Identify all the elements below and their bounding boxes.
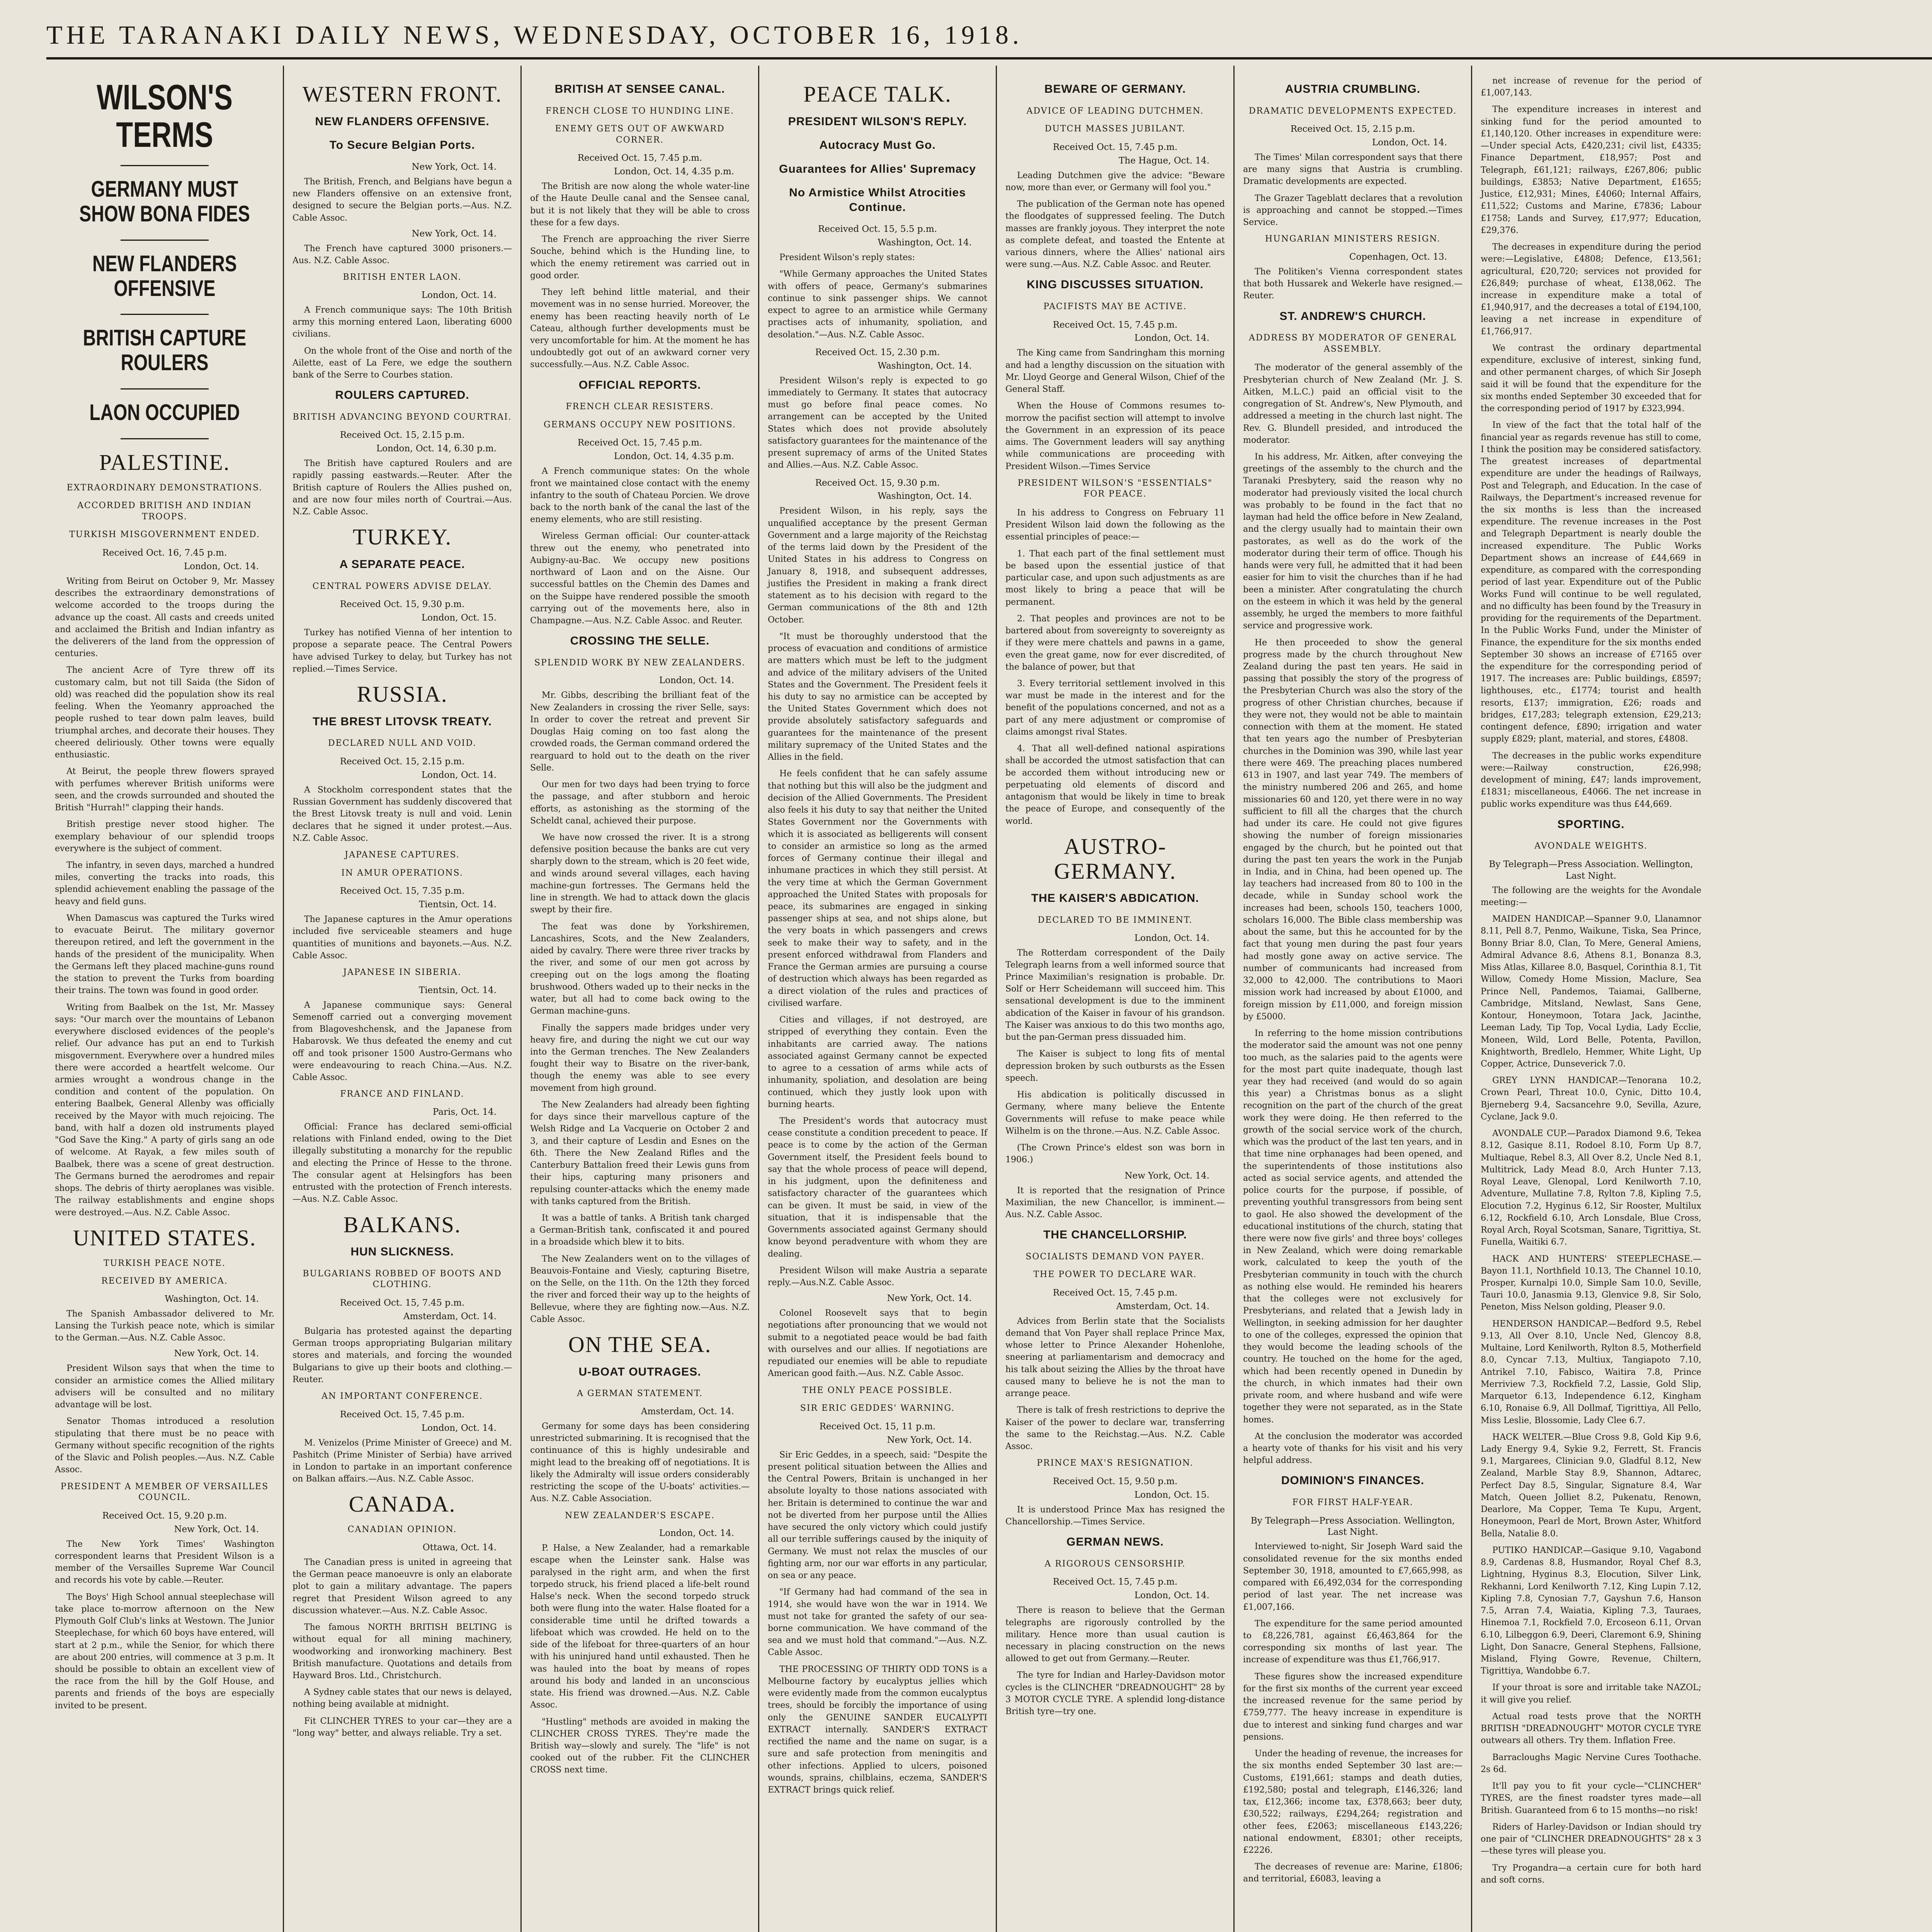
paragraph: Colonel Roosevelt says that to begin negotiations after pronouncing that we would not submit to a negotiated peace would be bad faith with ourselves and our allies. If negotiations are repudiated our enemies will be able to repudiate American good faith.—Aus. N.Z. Cable Assoc. bbox=[768, 1308, 987, 1379]
dateline: Amsterdam, Oct. 14. bbox=[641, 1406, 734, 1417]
headline-flanders: NEW FLANDERS OFFENSIVE bbox=[92, 251, 237, 301]
subhead: NEW ZEALANDER'S ESCAPE. bbox=[565, 1510, 715, 1520]
headline-germany: GERMANY MUST SHOW BONA FIDES bbox=[79, 177, 250, 226]
paragraph: The President's words that autocracy must cease constitute a condition precedent to peace. If peace is to come by the action of the German Government itself, the President feels bound to say that the whole process of peace will depend, in his judgment, upon the definiteness and satisfactory character of the guarantees which can be given. It must be said, in view of the situation, that it is indispensable that the Governments associated against Germany should know beyond peradventure with whom they are dealing. bbox=[768, 1116, 987, 1259]
paragraph: The decreases in expenditure during the period were:—Legislative, £4808; Defence, £13,561; agricultural, £20,720; services not provided for £26,849; purchase of wheat, £138,062. The increase in expenditure make a total of £1,940,917, and the decreases a total of £194,100, leaving a net increase in expenditure of £1,766,917. bbox=[1481, 242, 1701, 337]
received-line: Received Oct. 15, 7.45 p.m. bbox=[577, 438, 702, 448]
subhead: AUSTRIA CRUMBLING. bbox=[1285, 83, 1421, 95]
section-title: ON THE SEA. bbox=[568, 1332, 712, 1357]
paragraph: The British are now along the whole water-line of the Haute Deulle canal and the Sensee canal, but it is not likely that they will be able to cross these for a few days. bbox=[530, 182, 750, 228]
paragraph: The famous NORTH BRITISH BELTING is without equal for all mining machinery, woodworking and ironworking machinery. Best British manufacture. Quotations and details from Hayward Bros. Ltd., Christchurch. bbox=[293, 1622, 512, 1680]
subhead: ST. ANDREW'S CHURCH. bbox=[1279, 310, 1426, 323]
paragraph: MAIDEN HANDICAP.—Spanner 9.0, Llanamnor 8.11, Pell 8.7, Penmo, Waikune, Tiska, Sea Prince, Bonny Briar 8.0, Clan, To Mere, General Amiens, Admiral Advance 8.6, Athens 8.1, Bonanza 8.3, Miss Atlas, Killaree 8.0, Basquel, Corinthia 8.1, Tit Willow, Comedy Home Mission, Maclure, Sea Prince Nell, Pandemos, Taiamai, Gallberne, Cambridge, Mitsland, Newlast, Sans Gene, Kontour, Honeymoon, Totara Jack, Jacinthe, Leeman Lady, Tip Top, Vocal Lydia, Lady Ecclie, Moneen, Wild, Lord Belle, Potenta, Pavillon, Knightworth, Bredlelo, Hemmer, White Light, Up Copper, Actrice, Dunseverick 7.0. bbox=[1481, 914, 1701, 1069]
subhead: AVONDALE WEIGHTS. bbox=[1534, 841, 1648, 851]
dateline: New York, Oct. 14. bbox=[174, 1524, 259, 1534]
subhead: JAPANESE IN SIBERIA. bbox=[343, 968, 461, 978]
divider bbox=[121, 240, 208, 241]
dateline: New York, Oct. 14. bbox=[887, 1435, 972, 1445]
paragraph: The feat was done by Yorkshiremen, Lancashires, Scots, and the New Zealanders, aided by cavalry. There were three river tracks by the river, and some of our men got across by creeping out on the logs among the floating brushwood. Others waded up to their necks in the water, but all had to come back owing to the German machine-guns. bbox=[530, 922, 750, 1016]
paragraph: The Canadian press is united in agreeing that the German peace manoeuvre is only an elaborate plot to gain a military advantage. The papers regret that President Wilson agreed to any discussion whatever.—Aus. N.Z. Cable Assoc. bbox=[293, 1557, 512, 1616]
subhead: A RIGOROUS CENSORSHIP. bbox=[1044, 1559, 1186, 1569]
paragraph: Bulgaria has protested against the departing German troops appropriating Bulgarian military stores and materials, and forcing the wounded Bulgarians to give up their boots and clothing.—Reuter. bbox=[293, 1326, 512, 1384]
paragraph: The moderator of the general assembly of the Presbyterian church of New Zealand (Mr. J. S. Aitken, M.L.C.) paid an official visit to the congregation of St. Andrew's, New Plymouth, and addressed a meeting in the church last night. The Rev. G. Blundell presided, and introduced the moderator. bbox=[1243, 363, 1463, 445]
paragraph: "It must be thoroughly understood that the process of evacuation and conditions of armistice are matters which must be left to the judgment and advice of the military advisers of the United States and the Government. The President feels it his duty to say no armistice can be accepted by the United States Government which does not provide absolutely satisfactory safeguards and guarantees for the maintenance of the present military supremacy of the United States and the Allies in the field. bbox=[768, 631, 987, 762]
column-4 bbox=[759, 66, 997, 1932]
subhead: PRESIDENT WILSON'S REPLY. bbox=[788, 115, 967, 128]
headline-roulers: BRITISH CAPTURE ROULERS bbox=[83, 325, 247, 376]
paragraph: Turkey has notified Vienna of her intention to propose a separate peace. The Central Powers have advised Turkey to delay, but Turkey has not replied.—Times Service. bbox=[293, 628, 512, 674]
subhead: BULGARIANS ROBBED OF BOOTS AND CLOTHING. bbox=[303, 1269, 502, 1290]
dateline: Ottawa, Oct. 14. bbox=[422, 1542, 497, 1553]
dateline: Amsterdam, Oct. 14. bbox=[403, 1311, 497, 1321]
paragraph: The expenditure increases in interest and sinking fund for the period amounted to £1,140,120. Other increases in expenditure were:—Under special Acts, £420,231; civil list, £4335; Finance Department, £18,957; Post and Telegraph, £61,121; railways, £267,806; public buildings, £3853; Native Department, £1655; Justice, £12,931; Mines, £4060; Internal Affairs, £11,522; Customs and Marine, £7836; Labour £1758; Lands and Survey, £17,977; Education, £29,376. bbox=[1481, 105, 1701, 235]
dateline: By Telegraph—Press Association. Wellington, Last Night. bbox=[1250, 1515, 1455, 1537]
paragraph: President Wilson's reply states: bbox=[779, 253, 915, 263]
dateline: Washington, Oct. 14. bbox=[165, 1294, 259, 1304]
column-3 bbox=[522, 66, 759, 1932]
paragraph: Writing from Baalbek on the 1st, Mr. Massey says: "Our march over the mountains of Lebanon everywhere disclosed evidences of the people's relief. Our advance has put an end to Turkish misgovernment. Everywhere over a hundred miles there were accorded a heartfelt welcome. Our armies wrought a wondrous change in the condition and content of the population. On entering Baalbek, General Allenby was officially received by the Mayor with much rejoicing. The band, with half a dozen old instruments played "God Save the King." A party of girls sang an ode of welcome. At Rayak, a few miles south of Baalbek, there was a scene of great destruction. The Germans burned the aerodromes and repair shops. The debris of thirty aeroplanes was visible. The railway establishments and engine shops were destroyed.—Aus. N.Z. Cable Assoc. bbox=[55, 1002, 274, 1218]
paragraph: When the House of Commons resumes to-morrow the pacifist section will attempt to involve the Government in an expression of its peace aims. The Government leaders will say anything while communications are proceeding with President Wilson.—Times Service bbox=[1005, 401, 1225, 471]
paragraph: When Damascus was captured the Turks wired to evacuate Beirut. The military governor thereupon retired, and left the government in the hands of the president of the municipality. When the Germans left they placed machine-guns round the station to prevent the Turks from boarding their trains. The town was found in good order. bbox=[55, 913, 274, 996]
column-7 bbox=[1472, 66, 1710, 1932]
dateline: Washington, Oct. 14. bbox=[878, 361, 972, 371]
column-6 bbox=[1235, 66, 1472, 1932]
paragraph: President Wilson says that when the time to consider an armistice comes the Allied military advisers will be consulted and no military advantage will be lost. bbox=[55, 1364, 274, 1410]
paragraph: The Times' Milan correspondent says that there are many signs that Austria is crumbling. Dramatic developments are expected. bbox=[1243, 152, 1463, 187]
paragraph: On the whole front of the Oise and north of the Ailette, east of La Fere, we edge the southern bank of the Serre to Courbes station. bbox=[293, 346, 512, 380]
paragraph: It'll pay you to fit your cycle—"CLINCHER" TYRES, are the finest roadster tyres made—all British. Guaranteed from 6 to 15 months—no risk! bbox=[1481, 1781, 1701, 1815]
paragraph: In referring to the home mission contributions the moderator said the amount was not one penny too much, as the salaries paid to the agents were for the most part quite inadequate, though last year they had received (and would do so again this year) a Christmas bonus as a slight recognition on the part of the church of the great work they were doing. He then referred to the growth of the social service work of the church, which was the product of the last ten years, and in that time nine orphanages had been opened, and the superintendents of those institutions also acted as social service agents, and attended the police courts for the purpose, if possible, of preventing youthful transgressors from being sent to gaol. He also showed the development of the educational institutions of the church, stating that there were now five girls' and three boys' colleges in New Zealand, which were doing remarkable work, calculated to keep the youth of the Presbyterian community in touch with the church as nothing else would. He reminded his hearers that the colleges were not exclusively for Presbyterians, and related that a Jewish lady in Wellington, in seeking admission for her daughter to one of the colleges, expressed the opinion that they would become the leading schools of the country. He touched on the home for the aged, which had been recently opened in Dunedin by the church, in which inmates had their own private room, and where husband and wife were together they were not separated, as in the State homes. bbox=[1243, 1029, 1463, 1425]
subhead: BEWARE OF GERMANY. bbox=[1044, 83, 1186, 95]
subhead: SPLENDID WORK BY NEW ZEALANDERS. bbox=[534, 658, 746, 668]
received-line: Received Oct. 15, 7.35 p.m. bbox=[340, 886, 465, 896]
subhead: GERMANS OCCUPY NEW POSITIONS. bbox=[544, 420, 736, 430]
subhead: To Secure Belgian Ports. bbox=[329, 139, 475, 152]
paragraph: 4. That all well-defined national aspirations shall be accorded the utmost satisfaction that can be accorded them without introducing new or perpetuating old elements of discord and antagonism that would be likely in time to break the peace of Europe, and consequently of the world. bbox=[1005, 744, 1225, 826]
divider bbox=[121, 165, 208, 166]
paragraph: Sir Eric Geddes, in a speech, said: "Despite the present political situation between the Allies and the Central Powers, Britain is unchanged in her absolute loyalty to those nations associated with her. Britain is determined to continue the war and not be diverted from her purpose until the Allies have secured the only victory which could justify all our terrible sufferings caused by the iniquity of Germany. We must not relax the muscles of our fighting arm, nor our war efforts in any particular, on sea or any peace. bbox=[768, 1450, 987, 1581]
paragraph: In view of the fact that the total half of the financial year as regards revenue has still to come, I think the position may be considered satisfactory. The greatest increases of departmental expenditure are under the headings of Railways, Post and Telegraph, and Education. In the case of Railways, the Department's increased revenue for the six months is less than the increased expenditure. The revenue increases in the Post and Telegraph Department is nearly double the increased expenditure. The Public Works Department shows an increase of £44,669 in expenditure, as compared with the corresponding period of last year. Expenditure out of the Public Works Fund will continue to be well regulated, and no difficulty has been found by the Treasury in providing for the requirements of the Department. In the Public Works Fund, under the Minister of Finance, the expenditure for the six months ended September 30 shows an increase of £7165 over the expenditure for the corresponding period of 1917. The increases are: Public buildings, £8597; lighthouses, etc., £1774; tourist and health resorts, £137; immigration, £26; roads and bridges, £17,283; telegraph extension, £29,213; contingent defence, £890; irrigation and water supply £829; plant, material, and stores, £4808. bbox=[1481, 420, 1701, 744]
dateline: London, Oct. 14. bbox=[421, 1423, 497, 1433]
paragraph: There is reason to believe that the German telegraphs are rigorously controlled by the military. Hence more than usual caution is necessary in placing construction on the news allowed to get out from Germany.—Reuter. bbox=[1005, 1605, 1225, 1664]
received-line: Received Oct. 15, 7.45 p.m. bbox=[340, 1409, 465, 1420]
paragraph: A Stockholm correspondent states that the Russian Government has suddenly discovered that the Brest Litovsk treaty is null and void. Lenin declares that he signed it under protest.—Aus. N.Z. Cable Assoc. bbox=[293, 785, 512, 843]
subhead: SPORTING. bbox=[1557, 818, 1625, 831]
paragraph: Our men for two days had been trying to force the passage, and after stubborn and heroic efforts, as astonishing as the storming of the Scheldt canal, achieved their purpose. bbox=[530, 780, 750, 826]
paragraph: 2. That peoples and provinces are not to be bartered about from sovereignty to sovereignty as if they were mere chattels and pawns in a game, even the great game, now for ever discredited, of the balance of power, but that bbox=[1005, 614, 1225, 672]
paragraph: The Politiken's Vienna correspondent states that both Hussarek and Wekerle have resigned.—Reuter. bbox=[1243, 267, 1463, 301]
received-line: Received Oct. 15, 9.20 p.m. bbox=[102, 1510, 227, 1521]
paragraph: The British, French, and Belgians have begun a new Flanders offensive on an extensive front, designed to secure the Belgian ports.—Aus. N.Z. Cable Assoc. bbox=[293, 177, 512, 223]
dateline: London, Oct. 14. bbox=[1134, 1590, 1209, 1601]
dateline: London, Oct. 14. bbox=[421, 770, 497, 780]
paragraph: A Sydney cable states that our news is delayed, nothing being available at midnight. bbox=[293, 1687, 512, 1709]
paragraph: He then proceeded to show the general progress made by the church throughout New Zealand during the past ten years. He said in passing that possibly the story of the progress of the Presbyterian Church was also the story of the progress of other Christian churches, because if they were not, they would not be able to maintain connection with them at the moment. He stated that ten years ago the number of Presbyterian churches in the Dominion was 390, while last year there were 469. The preaching places numbered 613 in 1907, and last year 749. The members of the ministry numbered 206 and 265, and home missionaries 60 and 120, yet there were in no way sufficient to fill all the charges that the church had under its care. He could not give figures showing the number of foreign missionaries engaged by the church, but he pointed out that during the past ten years the work in the Punjab in India, and in China, had been opened up. The lay teachers had increased from 80 to 100 in the decade, while in Sunday school work the increases had been, schools 150, teachers 1000, scholars 16,000. The Bible class membership was about the same, but this he accounted for by the fact that young men during the past four years had mostly gone away on active service. The number of communicants had increased from 32,000 to 42,000. The contributions to Maori mission work had increased by about £1000, and foreign mission by £11,000, and foreign mission by £5000. bbox=[1243, 638, 1463, 1022]
received-line: Received Oct. 16, 7.45 p.m. bbox=[102, 548, 227, 558]
paragraph: The ancient Acre of Tyre threw off its customary calm, but not till Saida (the Sidon of old) was reached did the population show its real feeling. When the Yeomanry approached the people rushed to tear down palm leaves, build triumphal arches, and decorate their houses. They cheered deliriously. Other towns were equally enthusiastic. bbox=[55, 665, 274, 760]
paragraph: His abdication is politically discussed in Germany, where many believe the Entente Governments will refuse to make peace while Wilhelm is on the throne.—Aus. N.Z. Cable Assoc. bbox=[1005, 1090, 1225, 1136]
subhead: PACIFISTS MAY BE ACTIVE. bbox=[1043, 301, 1187, 311]
dateline: New York, Oct. 14. bbox=[412, 162, 497, 172]
section-title: AUSTRO-GERMANY. bbox=[1054, 833, 1177, 884]
subhead: CENTRAL POWERS ADVISE DELAY. bbox=[312, 581, 492, 591]
subhead: FRANCE AND FINLAND. bbox=[340, 1089, 464, 1099]
headline-wilson: WILSON'S TERMS bbox=[97, 78, 233, 155]
received-line: Received Oct. 15, 2.15 p.m. bbox=[340, 756, 465, 767]
subhead: DRAMATIC DEVELOPMENTS EXPECTED. bbox=[1248, 106, 1457, 116]
paragraph: If your throat is sore and irritable take NAZOL; it will give you relief. bbox=[1481, 1683, 1701, 1705]
subhead: JAPANESE CAPTURES. bbox=[345, 850, 460, 860]
received-line: Received Oct. 15, 9.50 p.m. bbox=[1053, 1476, 1178, 1486]
paragraph: It is understood Prince Max has resigned the Chancellorship.—Times Service. bbox=[1005, 1505, 1225, 1527]
paragraph: Leading Dutchmen give the advice: "Beware now, more than ever, or Germany will fool you." bbox=[1005, 170, 1225, 192]
dateline: London, Oct. 14, 4.35 p.m. bbox=[614, 451, 734, 462]
dateline: London, Oct. 15. bbox=[421, 613, 497, 623]
subhead: PRESIDENT WILSON'S "ESSENTIALS" FOR PEACE. bbox=[1017, 478, 1213, 499]
dateline: London, Oct. 14. bbox=[184, 561, 259, 571]
dateline: Tientsin, Oct. 14. bbox=[418, 985, 497, 995]
dateline: Washington, Oct. 14. bbox=[878, 238, 972, 248]
dateline: London, Oct. 14. bbox=[659, 1528, 734, 1539]
received-line: Received Oct. 15, 7.45 p.m. bbox=[1053, 320, 1178, 330]
subhead: THE ONLY PEACE POSSIBLE. bbox=[802, 1385, 953, 1395]
paragraph: The expenditure for the same period amounted to £8,226,781, against £6,463,864 for the corresponding six months of last year. The increase of expenditure was thus £1,766,917. bbox=[1243, 1619, 1463, 1665]
received-line: Received Oct. 15, 7.45 p.m. bbox=[340, 1298, 465, 1308]
subhead: No Armistice Whilst Atrocities Continue. bbox=[789, 186, 966, 214]
paragraph: The Spanish Ambassador delivered to Mr. Lansing the Turkish peace note, which is similar to the German.—Aus. N.Z. Cable Assoc. bbox=[55, 1309, 274, 1343]
section-title: PEACE TALK. bbox=[803, 82, 952, 107]
dateline: London, Oct. 14. bbox=[421, 290, 497, 300]
subhead: Guarantees for Allies' Supremacy bbox=[779, 162, 976, 175]
subhead: CROSSING THE SELLE. bbox=[570, 634, 710, 648]
paragraph: A French communique says: The 10th British army this morning entered Laon, liberating 6000 civilians. bbox=[293, 305, 512, 339]
section-title: TURKEY. bbox=[352, 524, 452, 550]
subhead: OFFICIAL REPORTS. bbox=[578, 378, 701, 391]
paragraph: The Rotterdam correspondent of the Daily Telegraph learns from a well informed source that Prince Maximilian's resignation is probable. Dr. Solf or Herr Scheidemann will succeed him. This sensational development is due to the imminent abdication of the Kaiser in favour of his grandson. The Kaiser was anxious to do this two months ago, but the pan-German press dissuaded him. bbox=[1005, 948, 1225, 1043]
section-title: UNITED STATES. bbox=[73, 1225, 257, 1250]
paragraph: These figures show the increased expenditure for the first six months of the current year exceed the increased revenue for the same period by £759,777. The heavy increase in expenditure is due to interest and sinking fund charges and war pensions. bbox=[1243, 1672, 1463, 1742]
paragraph: The Japanese captures in the Amur operations included five serviceable steamers and huge quantities of munitions and bayonets.—Aus. N.Z. Cable Assoc. bbox=[293, 915, 512, 961]
dateline: Paris, Oct. 14. bbox=[432, 1107, 497, 1117]
subhead: IN AMUR OPERATIONS. bbox=[341, 868, 463, 878]
paragraph: President Wilson will make Austria a separate reply.—Aus.N.Z. Cable Assoc. bbox=[768, 1265, 987, 1288]
paragraph: THE PROCESSING OF THIRTY ODD TONS is a Melbourne factory by eucalyptus jellies which were evidently made from the common eucalyptus trees, should be forcibly the importance of using only the GENUINE SANDER EUCALYPTI EXTRACT internally. SANDER'S EXTRACT rectified the name and the name on sugar, is a sure and safe protection from meningitis and other infections. Applied to ulcers, poisoned wounds, sprains, chilblains, eczema, SANDER'S EXTRACT brings quick relief. bbox=[768, 1664, 987, 1795]
subhead: U-BOAT OUTRAGES. bbox=[578, 1365, 701, 1378]
received-line: Received Oct. 15, 5.5 p.m. bbox=[818, 224, 937, 235]
subhead: FOR FIRST HALF-YEAR. bbox=[1292, 1497, 1413, 1507]
subhead: HUN SLICKNESS. bbox=[350, 1245, 454, 1259]
subhead: BRITISH ADVANCING BEYOND COURTRAI. bbox=[293, 412, 512, 422]
paragraph: The tyre for Indian and Harley-Davidson motor cycles is the CLINCHER "DREADNOUGHT" 28 by 3 MOTOR CYCLE TYRE. A splendid long-distance British tyre—try one. bbox=[1005, 1670, 1225, 1717]
subhead: HUNGARIAN MINISTERS RESIGN. bbox=[1265, 234, 1441, 244]
divider bbox=[121, 388, 208, 389]
paragraph: AVONDALE CUP.—Paradox Diamond 9.6, Tekea 8.12, Gasique 8.11, Rodoel 8.10, Form Up 8.7, Multiaque, Rebel 8.3, All Over 8.2, Uncle Ned 8.1, Multitrick, Lady Mead 8.0, Arch Hunter 7.13, Royal Leave, Glenopal, Lord Kenilworth 7.10, Adventure, Mullatine 7.8, Rylton 7.8, Kipling 7.5, Elocution 7.2, Hyginus 6.12, Sir Rooster, Multilux 6.12, Rockfield 6.10, Arch Lonsdale, Blue Cross, Royal Arch, Royal Scotsman, Sanare, Tigrittiya, St. Funella, Waitiki 6.7. bbox=[1481, 1129, 1701, 1247]
received-line: Received Oct. 15, 2.30 p.m. bbox=[815, 347, 940, 357]
paragraph: The Kaiser is subject to long fits of mental depression broken by such outbursts as the Essen speech. bbox=[1005, 1049, 1225, 1083]
paragraph: 1. That each part of the final settlement must be based upon the essential justice of that particular case, and upon such adjustments as are most likely to bring a peace that will be permanent. bbox=[1005, 549, 1225, 607]
paragraph: In his address to Congress on February 11 President Wilson laid down the following as the essential principles of peace:— bbox=[1005, 508, 1225, 542]
paragraph: "Hustling" methods are avoided in making the CLINCHER CROSS TYRES. They're made the British way—slowly and surely. The "life" is not cooked out of the rubber. Fit the CLINCHER CROSS next time. bbox=[530, 1717, 750, 1775]
paragraph: Germany for some days has been considering unrestricted submarining. It is recognised that the continuance of this is highly undesirable and might lead to the breaking off of negotiations. It is likely the Admiralty will issue orders considerably restricting the scope of the U-boats' activities.—Aus. N.Z. Cable Association. bbox=[530, 1422, 750, 1504]
received-line: Received Oct. 15, 2.15 p.m. bbox=[1290, 124, 1415, 134]
subhead: DECLARED NULL AND VOID. bbox=[328, 738, 477, 748]
subhead: SIR ERIC GEDDES' WARNING. bbox=[800, 1403, 955, 1413]
subhead: A GERMAN STATEMENT. bbox=[577, 1389, 703, 1399]
paragraph: Advices from Berlin state that the Socialists demand that Von Payer shall replace Prince Max, whose letter to Prince Alexander Hohenlohe, sneering at parliamentarism and democracy and his talk about seizing the Allies by the throat have caused many to believe he is not the man to arrange peace. bbox=[1005, 1316, 1225, 1399]
paragraph: In his address, Mr. Aitken, after conveying the greetings of the assembly to the church and the Taranaki Presbytery, said the reason why no moderator had previously visited the local church was probably to be found in the fact that no layman had held the office before in New Zealand, and the clergy usually had to maintain their own pastorates, as well as do the work of the moderator during their term of office. Though his hands were very full, he admitted that it had been easier for him to visit the churches than if he had been a minister. After congratulating the church on the esteem in which it was held by the general assembly, he urged the members to more faithful service and progressive work. bbox=[1243, 452, 1463, 631]
dateline: London, Oct. 14, 6.30 p.m. bbox=[376, 444, 497, 454]
dateline: Washington, Oct. 14. bbox=[878, 491, 972, 502]
paragraph: HACK AND HUNTERS' STEEPLECHASE.—Bayon 11.1, Northfield 10.13, The Channel 10.10, Prosper, Kurnalpi 10.0, Simple Sam 10.0, Seville, Tauri 10.0, Janasmia 9.13, Glenvice 9.8, Sir Solo, Peneton, Miss Nelson golding, Pleaser 9.0. bbox=[1481, 1254, 1701, 1312]
paragraph: Actual road tests prove that the NORTH BRITISH "DREADNOUGHT" MOTOR CYCLE TYRE outwears all others. Try them. Inflation Free. bbox=[1481, 1711, 1701, 1746]
received-line: Received Oct. 15, 7.45 p.m. bbox=[1053, 142, 1178, 152]
masthead bbox=[46, 13, 1932, 60]
paragraph: The New Zealanders had already been fighting for days since their marvellous capture of the Welsh Ridge and La Vacquerie on October 2 and 3, and their capture of Lesdin and Esnes on the 6th. There the New Zealand Rifles and the Canterbury Battalion freed their Lewis guns from their hips, capturing many prisoners and repulsing counter-attacks which the enemy made with tanks captured from the British. bbox=[530, 1100, 750, 1206]
subhead: ADDRESS BY MODERATOR OF GENERAL ASSEMBLY. bbox=[1249, 333, 1457, 354]
section-title: PALESTINE. bbox=[99, 449, 230, 475]
column-5 bbox=[997, 66, 1235, 1932]
paragraph: President Wilson, in his reply, says the unqualified acceptance by the present German Government and a large majority of the Reichstag of the terms laid down by the President of the United States in his address to Congress on January 8, 1918, and subsequent addresses, justifies the President in making a frank direct statement as to his decision with regard to the German communications of the 8th and 12th October. bbox=[768, 506, 987, 625]
section-title: BALKANS. bbox=[343, 1212, 461, 1237]
paragraph: Finally the sappers made bridges under very heavy fire, and during the night we cut our way into the German trenches. The New Zealanders fought their way to Bisatre on the river-bank, though the enemy was able to see every movement from high ground. bbox=[530, 1023, 750, 1093]
received-line: Received Oct. 15, 11 p.m. bbox=[819, 1421, 936, 1432]
subhead: TURKISH PEACE NOTE. bbox=[104, 1258, 226, 1268]
paragraph: The New York Times' Washington correspondent learns that President Wilson is a member of the Versailles Supreme War Council and records his vote by cable.—Reuter. bbox=[55, 1539, 274, 1585]
subhead: SOCIALISTS DEMAND VON PAYER. bbox=[1026, 1252, 1205, 1262]
subhead: THE CHANCELLORSHIP. bbox=[1043, 1228, 1187, 1242]
paragraph: (The Crown Prince's eldest son was born in 1906.) bbox=[1005, 1143, 1225, 1165]
paragraph: A French communique states: On the whole front we maintained close contact with the enemy infantry to the south of Chateau Porcien. We drove back to the north bank of the canal the last of the enemy elements, who are still resisting. bbox=[530, 466, 750, 525]
paragraph: Mr. Gibbs, describing the brilliant feat of the New Zealanders in crossing the river Selle, says: In order to cover the retreat and prevent Sir Douglas Haig coming on too fast along the crowded roads, the German command ordered the rearguard to hold out to the death on the river Selle. bbox=[530, 690, 750, 773]
paragraph: There is talk of fresh restrictions to deprive the Kaiser of the power to declare war, transferring the same to the Reichstag.—Aus. N.Z. Cable Assoc. bbox=[1005, 1405, 1225, 1452]
subhead: FRENCH CLEAR RESISTERS. bbox=[566, 402, 714, 412]
subhead: EXTRAORDINARY DEMONSTRATIONS. bbox=[66, 483, 263, 493]
subhead: PRESIDENT A MEMBER OF VERSAILLES COUNCIL. bbox=[60, 1481, 269, 1503]
paragraph: "If Germany had had command of the sea in 1914, she would have won the war in 1914. We must not take for granted the safety of our sea-borne communication. We have command of the sea and we must hold that command."—Aus. N.Z. Cable Assoc. bbox=[768, 1587, 987, 1658]
section-title: RUSSIA. bbox=[357, 682, 448, 707]
paragraph: The publication of the German note has opened the floodgates of suppressed feeling. The Dutch masses are frankly joyous. They interpret the note as complete defeat, and toasted the Entente at various dinners, where the Allies' national airs were sung.—Aus. N.Z. Cable Assoc. and Reuter. bbox=[1005, 199, 1225, 270]
paragraph: At Beirut, the people threw flowers sprayed with perfumes wherever British uniforms were seen, and the crowds surrounded and shouted the British "Hurrah!" clapping their hands. bbox=[55, 767, 274, 813]
paragraph: It was a battle of tanks. A British tank charged a German-British tank, confiscated it and poured in a broadside which blew it to bits. bbox=[530, 1213, 750, 1247]
paragraph: "While Germany approaches the United States with offers of peace, Germany's submarines continue to sink passenger ships. We cannot expect to agree to an armistice while Germany practises acts of inhumanity, spoliation, and desolation."—Aus. N.Z. Cable Assoc. bbox=[768, 269, 987, 340]
paragraph: net increase of revenue for the period of £1,007,143. bbox=[1481, 76, 1701, 98]
subhead: A SEPARATE PEACE. bbox=[339, 558, 465, 571]
subhead: ENEMY GETS OUT OF AWKWARD CORNER. bbox=[555, 124, 725, 145]
paragraph: M. Venizelos (Prime Minister of Greece) and M. Pashitch (Prime Minister of Serbia) have arrived in London to partake in an important conference on Balkan affairs.—Aus. N.Z. Cable Assoc. bbox=[293, 1438, 512, 1484]
received-line: Received Oct. 15, 9.30 p.m. bbox=[815, 478, 940, 488]
subhead: THE POWER TO DECLARE WAR. bbox=[1033, 1270, 1197, 1280]
received-line: Received Oct. 15, 7.45 p.m. bbox=[1053, 1287, 1178, 1298]
subhead: TURKISH MISGOVERNMENT ENDED. bbox=[69, 530, 260, 540]
dateline: Tientsin, Oct. 14. bbox=[418, 900, 497, 910]
paragraph: Fit CLINCHER TYRES to your car—they are a "long way" better, and always reliable. Try a set. bbox=[293, 1716, 512, 1738]
paragraph: The New Zealanders went on to the villages of Beauvois-Fontaine and Viesly, capturing Bisetre, on the Selle, on the 11th. On the 12th they forced the river and forced their way up to the heights of Bellevue, where they are fighting now.—Aus. N.Z. Cable Assoc. bbox=[530, 1254, 750, 1324]
subhead: DOMINION'S FINANCES. bbox=[1281, 1474, 1425, 1487]
dateline: London, Oct. 14. bbox=[1134, 933, 1209, 943]
subhead: THE KAISER'S ABDICATION. bbox=[1031, 892, 1199, 905]
subhead: CANADIAN OPINION. bbox=[347, 1525, 457, 1535]
paragraph: The infantry, in seven days, marched a hundred miles, converting the tracks into roads, this splendid achievement enabling the passage of the heavy and field guns. bbox=[55, 860, 274, 906]
subhead: ROULERS CAPTURED. bbox=[335, 389, 469, 402]
paragraph: The King came from Sandringham this morning and had a lengthy discussion on the situation with Mr. Lloyd George and General Wilson, Chief of the General Staff. bbox=[1005, 348, 1225, 395]
dateline: New York, Oct. 14. bbox=[1124, 1170, 1209, 1181]
subhead: DUTCH MASSES JUBILANT. bbox=[1044, 124, 1186, 134]
paragraph: The Grazer Tageblatt declares that a revolution is approaching and cannot be stopped.—Times Service. bbox=[1243, 193, 1463, 228]
dateline: Copenhagen, Oct. 13. bbox=[1349, 252, 1447, 262]
subhead: THE BREST LITOVSK TREATY. bbox=[313, 715, 492, 728]
subhead: BRITISH ENTER LAON. bbox=[343, 272, 462, 282]
paragraph: Try Progandra—a certain cure for both hard and soft corns. bbox=[1481, 1863, 1701, 1885]
paragraph: GREY LYNN HANDICAP.—Tenorana 10.2, Crown Pearl, Threat 10.0, Cynic, Ditto 10.4, Bjerneberg 9.4, Sacsancehre 9.0, Sevilla, Azure, Cyclane, Jack 9.0. bbox=[1481, 1076, 1701, 1122]
dateline: London, Oct. 15. bbox=[1134, 1490, 1209, 1500]
paragraph: Wireless German official: Our counter-attack threw out the enemy, who penetrated into Aubigny-au-Bac. We occupy new positions northward of Laon and on the Aisne. Our successful battles on the Chemin des Dames and on the Suippe have rendered possible the smooth carrying out of the movements here, also in Champagne.—Aus. N.Z. Cable Assoc. and Reuter. bbox=[530, 531, 750, 626]
columns bbox=[46, 66, 1932, 1932]
paragraph: The decreases in the public works expenditure were:—Railway construction, £26,998; development of mining, £47; lands improvement, £1831; miscellaneous, £4066. The net increase in public works expenditure was thus £44,669. bbox=[1481, 751, 1701, 809]
paragraph: The British have captured Roulers and are rapidly passing eastwards.—Reuter. After the British capture of Roulers the Allies pushed on, and are now four miles north of Courtrai.—Aus. N.Z. Cable Assoc. bbox=[293, 459, 512, 517]
paragraph: British prestige never stood higher. The exemplary behaviour of our splendid troops everywhere is the subject of comment. bbox=[55, 820, 274, 854]
paragraph: Cities and villages, if not destroyed, are stripped of everything they contain. Even the inhabitants are carried away. The nations associated against Germany cannot be expected to agree to a cessation of arms while acts of inhumanity, spoliation, and desolation are being continued, which they justly look upon with burning hearts. bbox=[768, 1015, 987, 1109]
column-2 bbox=[284, 66, 522, 1932]
paragraph: The French are approaching the river Sierre Souche, behind which is the Hunding line, to which the enemy retirement was carried out in good order. bbox=[530, 235, 750, 281]
paragraph: HENDERSON HANDICAP.—Bedford 9.5, Rebel 9.13, All Over 8.10, Uncle Ned, Glencoy 8.8, Multaine, Lord Kenilworth, Rylton 8.5, Motherfield 8.0, Cyncar 7.13, Multiux, Tangiapoto 7.10, Antrikel 7.10, Fabisco, Waitira 7.8, Prince Merriview 7.3, Rockfield 7.2, Lassie, Gold Slip, Marquetor 6.13, Independence 6.12, Kingham 6.10, Ronaise 6.9, All Dollmaf, Tigrittiya, All Pello, Miss Leslie, Blossomie, Lady Clee 6.7. bbox=[1481, 1319, 1701, 1425]
column-1 bbox=[46, 66, 284, 1932]
paragraph: They left behind little material, and their movement was in no sense hurried. Moreover, the enemy has been reacting heavily north of Le Cateau, although further developments must be very uncomfortable for him. At the moment he has undoubtedly got out of an awkward corner very successfully.—Aus. N.Z. Cable Assoc. bbox=[530, 287, 750, 370]
paragraph: HACK WELTER.—Blue Cross 9.8, Gold Kip 9.6, Lady Energy 9.4, Sykie 9.2, Ferrett, St. Francis 9.1, Margarees, Clinician 9.0, Gladful 8.12, New Zealand, Marble Stay 8.9, Shannon, Adtarec, Perfect Day 8.5, Singular, Signature 8.4, War Match, Queen Jolliet 8.2, Pukenatu, Renown, Dearlore, Ma Copper, Tema Te Kupu, Argent, Honeymoon, Pearl de Mort, Brown Aster, Whitford Bella, Natalie 8.0. bbox=[1481, 1432, 1701, 1539]
dateline: Amsterdam, Oct. 14. bbox=[1116, 1301, 1209, 1311]
subhead: RECEIVED BY AMERICA. bbox=[101, 1276, 228, 1286]
section-title: WESTERN FRONT. bbox=[302, 82, 502, 107]
paragraph: The Boys' High School annual steeplechase will take place to-morrow afternoon on the New Plymouth Golf Club's links at Westown. The Junior Steeplechase, for which 60 boys have entered, will start at 2 p.m., while the Senior, for which there are about 200 entries, will commence at 3 p.m. It should be possible to obtain an excellent view of the race from the hill by the Golf House, and parents and friends of the boys are especially invited to be present. bbox=[55, 1592, 274, 1711]
paragraph: The decreases of revenue are: Marine, £1806; and territorial, £6083, leaving a bbox=[1243, 1862, 1463, 1884]
paragraph: Senator Thomas introduced a resolution stipulating that there must be no peace with Germany without specific recognition of the rights of the Slavic and Polish peoples.—Aus. N.Z. Cable Assoc. bbox=[55, 1417, 274, 1475]
paragraph: Riders of Harley-Davidson or Indian should try one pair of "CLINCHER DREADNOUGHTS" 28 x 3—these tyres will please you. bbox=[1481, 1822, 1701, 1856]
dateline: London, Oct. 14. bbox=[659, 675, 734, 686]
paragraph: A Japanese communique says: General Semenoff carried out a converging movement from Blagoveshchensk, and the Japanese from Habarovsk. We thus defeated the enemy and cut off and took prisoner 1500 Austro-Germans who were endeavouring to reach China.—Aus. N.Z. Cable Assoc. bbox=[293, 1000, 512, 1083]
divider bbox=[121, 314, 208, 315]
subhead: NEW FLANDERS OFFENSIVE. bbox=[315, 115, 490, 128]
paragraph: Under the heading of revenue, the increases for the six months ended September 30 last are:—Customs, £191,661; stamps and death duties, £192,580; postal and telegraph, £146,326; land tax, £12,366; income tax, £378,663; beer duty, £30,522; railways, £294,264; registration and other fees, £2063; miscellaneous £143,226; national endowment, £8301; other receipts, £2226. bbox=[1243, 1749, 1463, 1855]
paragraph: We have now crossed the river. It is a strong defensive position because the banks are cut very sharply down to the stream, which is 20 feet wide, and winds around several villages, each having machine-gun fortresses. The Germans held the line in strength. We had to attack down the glacis swept by their fire. bbox=[530, 832, 750, 915]
dateline: By Telegraph—Press Association. Wellington, Last Night. bbox=[1489, 859, 1693, 881]
subhead: BRITISH AT SENSEE CANAL. bbox=[554, 83, 725, 95]
paragraph: PUTIKO HANDICAP.—Gasique 9.10, Vagabond 8.9, Cardenas 8.8, Husmandor, Royal Chef 8.3, Lightning, Hyginus 8.3, Elocution, Silver Link, Rekhanni, Lord Kenilworth 7.12, King Lupin 7.12, Kipling 7.8, Cynosian 7.7, Gayshun 7.6, Hanson 7.5, Arran 7.4, Waiatia, Kipling 7.3, Tauraes, Hinemoa 7.1, Rockfield 7.0, Ercoseon 6.11, Orvan 6.10, Lilbeggon 6.9, Deeri, Claremont 6.9, Shining Light, Don Sanacre, General Stephens, Fallsione, Misland, Flying Gowre, Revenue, Chiltern, Tigrittiya, Wandobbe 6.7. bbox=[1481, 1545, 1701, 1676]
subhead: Autocracy Must Go. bbox=[819, 139, 936, 152]
dateline: The Hague, Oct. 14. bbox=[1119, 155, 1209, 166]
dateline: New York, Oct. 14. bbox=[887, 1293, 972, 1304]
divider bbox=[121, 438, 208, 439]
dateline: London, Oct. 14. bbox=[1372, 137, 1447, 148]
masthead-title: THE TARANAKI DAILY NEWS, WEDNESDAY, OCTOBER 16, 1918. bbox=[46, 20, 1023, 49]
dateline: New York, Oct. 14. bbox=[174, 1349, 259, 1359]
paragraph: The French have captured 3000 prisoners.—Aus. N.Z. Cable Assoc. bbox=[293, 243, 512, 265]
subhead: GERMAN NEWS. bbox=[1066, 1536, 1164, 1549]
section-title: CANADA. bbox=[349, 1492, 456, 1517]
received-line: Received Oct. 15, 7.45 p.m. bbox=[1053, 1577, 1178, 1587]
dateline: New York, Oct. 14. bbox=[412, 228, 497, 239]
subhead: PRINCE MAX'S RESIGNATION. bbox=[1037, 1458, 1194, 1468]
subhead: FRENCH CLOSE TO HUNDING LINE. bbox=[545, 106, 735, 116]
paragraph: Interviewed to-night, Sir Joseph Ward said the consolidated revenue for the six months ended September 30, 1918, amounted to £7,665,998, as compared with £6,492,034 for the corresponding period of last year. The net increase was £1,007,166. bbox=[1243, 1542, 1463, 1612]
subhead: AN IMPORTANT CONFERENCE. bbox=[321, 1391, 483, 1401]
paragraph: P. Halse, a New Zealander, had a remarkable escape when the Leinster sank. Halse was paralysed in the right arm, and when the first torpedo struck, his friend placed a life-belt round Halse's neck. When the second torpedo struck both were flung into the water. Halse floated for a considerable time until he drifted towards a lifeboat which was crowded. He held on to the side of the lifeboat for three-quarters of an hour with his uninjured hand until exhausted. Then he was hauled into the boat by means of ropes around his body and landed in an unconscious state. His friend was drowned.—Aus. N.Z. Cable Assoc. bbox=[530, 1543, 750, 1710]
paragraph: The following are the weights for the Avondale meeting:— bbox=[1481, 885, 1701, 907]
dateline: London, Oct. 14, 4.35 p.m. bbox=[614, 167, 734, 177]
dateline: London, Oct. 14. bbox=[1134, 333, 1209, 344]
paragraph: Barracloughs Magic Nervine Cures Toothache. 2s 6d. bbox=[1481, 1752, 1701, 1774]
received-line: Received Oct. 15, 2.15 p.m. bbox=[340, 430, 465, 440]
paragraph: We contrast the ordinary departmental expenditure, exclusive of interest, sinking fund, and other permanent charges, of which Sir Joseph said it will be found that the expenditure for the six months ended September 30 exceeded that for the corresponding period of 1917 by £323,994. bbox=[1481, 343, 1701, 414]
headline-laon: LAON OCCUPIED bbox=[89, 400, 240, 425]
paragraph: At the conclusion the moderator was accorded a hearty vote of thanks for his visit and his very helpful address. bbox=[1243, 1431, 1463, 1466]
paragraph: It is reported that the resignation of Prince Maximilian, the new Chancellor, is imminent.—Aus. N.Z. Cable Assoc. bbox=[1005, 1185, 1225, 1219]
received-line: Received Oct. 15, 9.30 p.m. bbox=[340, 599, 465, 610]
subhead: DECLARED TO BE IMMINENT. bbox=[1037, 915, 1193, 925]
paragraph: Official: France has declared semi-official relations with Finland ended, owing to the Diet illegally substituting a monarchy for the republic and electing the Prince of Hesse to the throne. The consular agent at Helsingfors has been entrusted with the protection of French interests.—Aus. N.Z. Cable Assoc. bbox=[293, 1122, 512, 1204]
paragraph: Writing from Beirut on October 9, Mr. Massey describes the extraordinary demonstrations of welcome accorded to the troops during the advance up the coast. All casts and creeds united and acclaimed the British and Indian infantry as the deliverers of the land from the oppression of centuries. bbox=[55, 576, 274, 659]
subhead: KING DISCUSSES SITUATION. bbox=[1027, 278, 1204, 291]
subhead: ADVICE OF LEADING DUTCHMEN. bbox=[1026, 106, 1204, 116]
paragraph: President Wilson's reply is expected to go immediately to Germany. It states that autocracy must go before final peace comes. No arrangement can be accepted by the United States which does not provide absolutely satisfactory guarantees for the maintenance of the present supremacy of arms of the United States and Allies.—Aus. N.Z. Cable Assoc. bbox=[768, 376, 987, 470]
received-line: Received Oct. 15, 7.45 p.m. bbox=[577, 153, 702, 163]
paragraph: 3. Every territorial settlement involved in this war must be made in the interest and for the benefit of the populations concerned, and not as a part of any mere adjustment or compromise of claims amongst rival States. bbox=[1005, 679, 1225, 737]
subhead: ACCORDED BRITISH AND INDIAN TROOPS. bbox=[77, 501, 252, 522]
paragraph: He feels confident that he can safely assume that nothing but this will also be the judgment and decision of the Allied Governments. The President also feels it his duty to say that neither the United States Government nor the Governments with which it is associated as belligerents will consent to consider an armistice so long as the armed forces of Germany continue their illegal and inhumane practices in which they still persist. At the very time at which the German Government approached the United States with proposals for peace, its submarines are engaged in sinking passenger ships at sea, and not ships alone, but the very boats in which passengers and crews seek to make their way to safety, and in the present enforced withdrawal from Flanders and France the German armies are pursuing a course of destruction which always has been regarded as a direct violation of the rules and practices of civilised warfare. bbox=[768, 769, 987, 1008]
